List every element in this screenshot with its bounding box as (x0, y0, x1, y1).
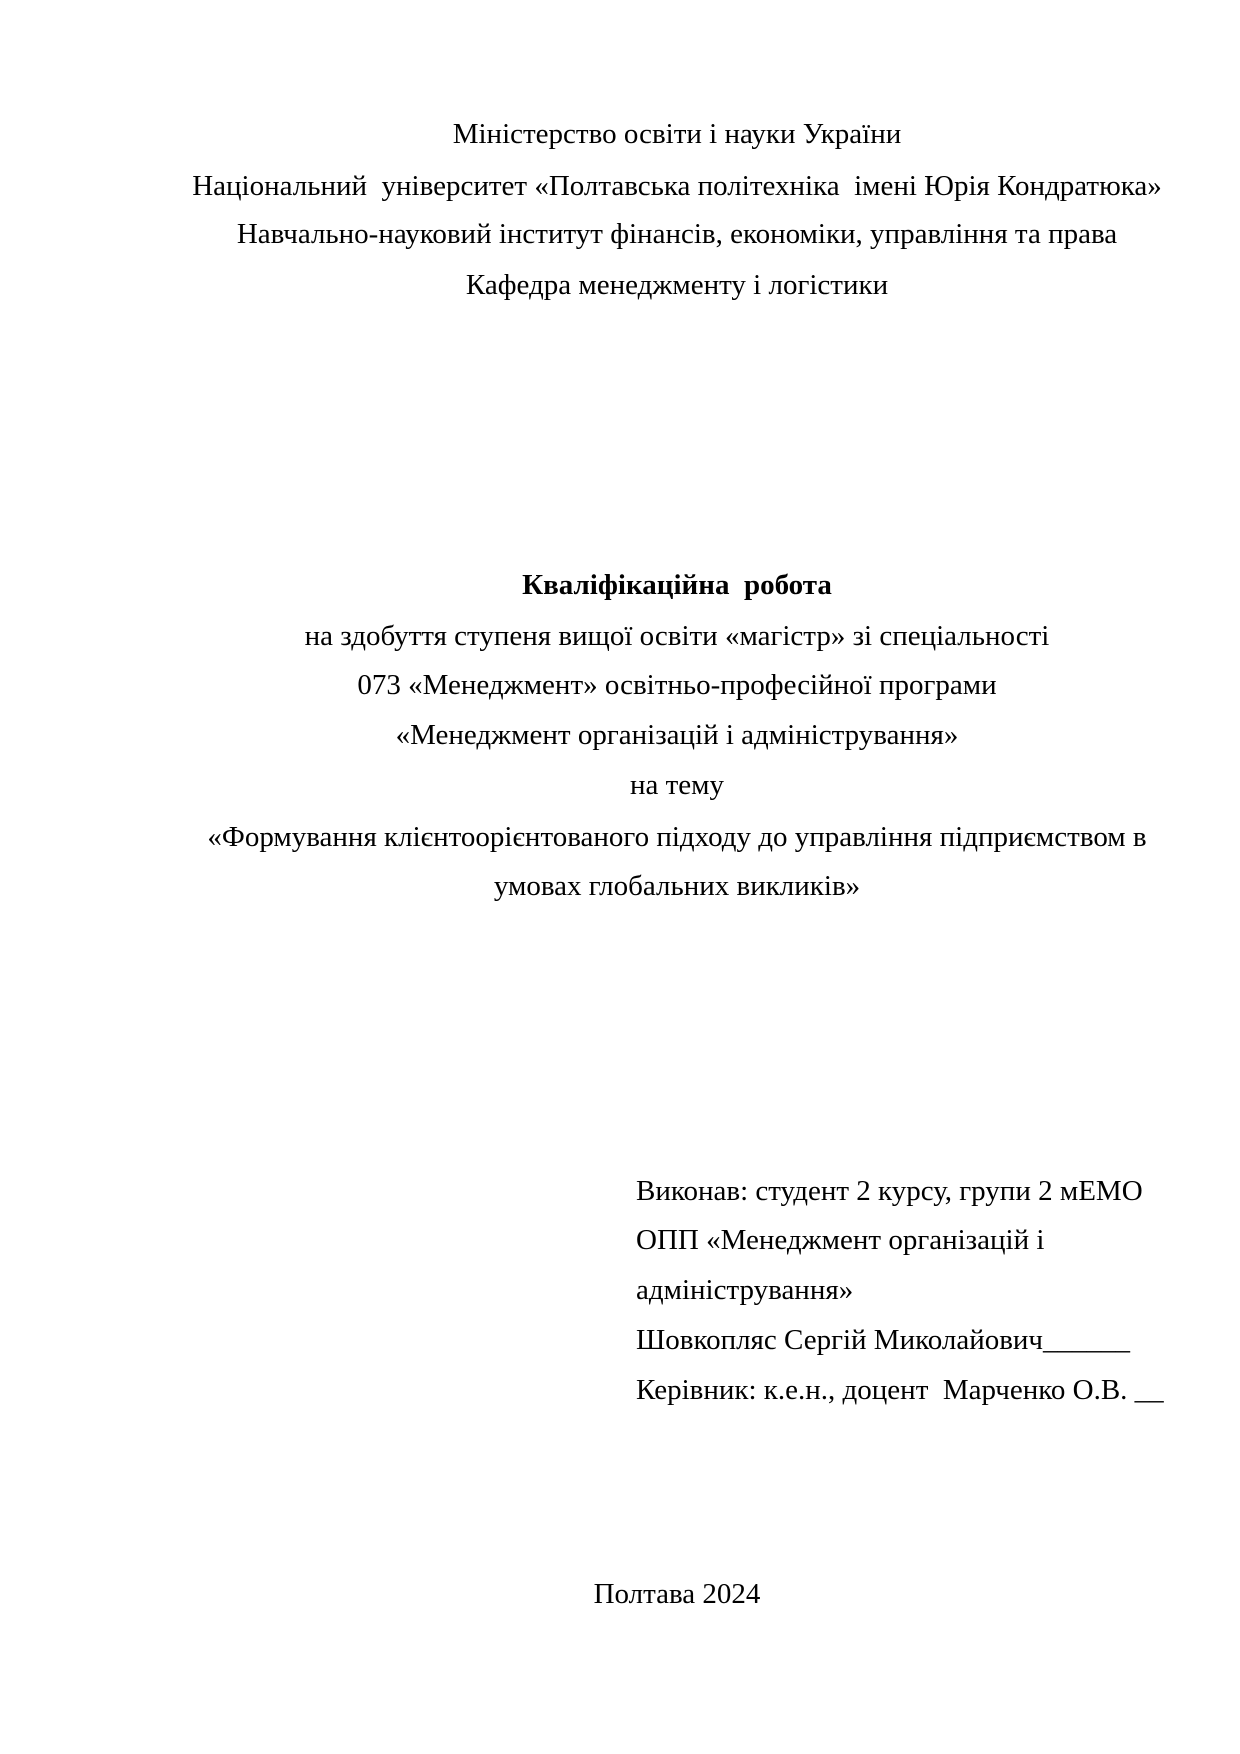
city-year: Полтава 2024 (593, 1578, 761, 1610)
supervisor-line: Керівник: к.е.н., доцент Марченко О.В. __ (636, 1374, 1164, 1406)
topic-label: на тему (629, 769, 725, 801)
document-title: Кваліфікаційна робота (522, 569, 832, 601)
degree-line: на здобуття ступеня вищої освіти «магістр» зі спеціальності (304, 620, 1050, 652)
topic-line-1: «Формування клієнтоорієнтованого підходу до управління підприємством в (207, 821, 1147, 853)
program-line-1: ОПП «Менеджмент організацій і (636, 1224, 1045, 1256)
program-line: «Менеджмент організацій і адміністрування» (395, 719, 959, 751)
program-line-2: адміністрування» (636, 1274, 854, 1306)
institute-line: Навчально-науковий інститут фінансів, економіки, управління та права (236, 218, 1118, 250)
performed-by-line: Виконав: студент 2 курсу, групи 2 мЕМО (636, 1175, 1143, 1207)
university-line: Національний університет «Полтавська політехніка імені Юрія Кондратюка» (192, 170, 1162, 202)
specialty-line: 073 «Менеджмент» освітньо-професійної програми (357, 669, 997, 701)
department-line: Кафедра менеджменту і логістики (465, 269, 889, 301)
topic-line-2: умовах глобальних викликів» (493, 870, 861, 902)
student-name-signature-line: Шовкопляс Сергій Миколайович______ (636, 1324, 1131, 1356)
ministry-line: Міністерство освіти і науки України (452, 118, 902, 150)
